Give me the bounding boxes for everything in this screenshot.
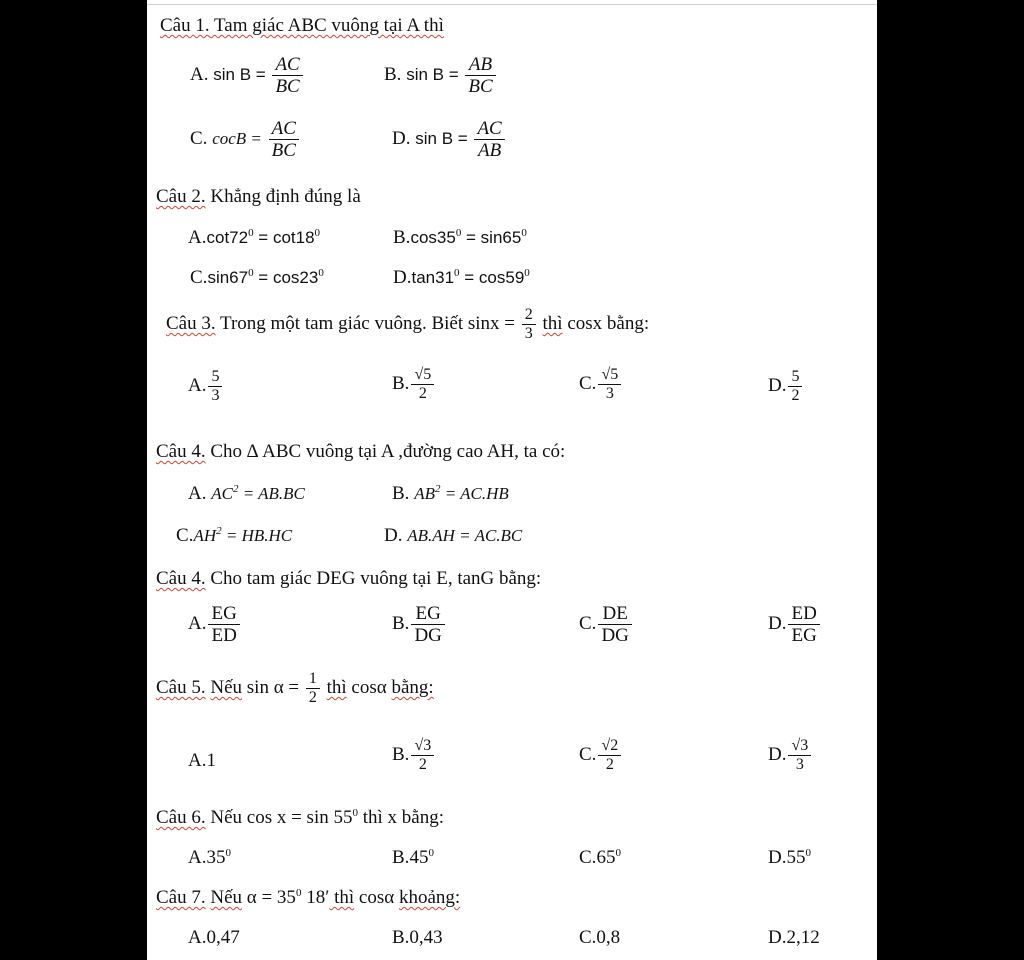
q3-option-b-fraction: $\frac{√5}{2}$ <box>411 366 434 403</box>
q3-option-a-fraction: $\frac{5}{3}$ <box>208 368 222 405</box>
q4b-option-c[interactable]: C. $\frac{DE}{DG}$ <box>579 603 634 646</box>
question-4b-title: Câu 4. Cho tam giác DEG vuông tại E, tanG bằng: <box>156 568 542 589</box>
q1-option-c-fraction: $\frac{AC}{BC}$ <box>269 118 299 161</box>
question-1-title: Câu 1. Tam giác ABC vuông tại A thì <box>160 15 444 36</box>
q4b-option-a-fraction: $\frac{EG}{ED}$ <box>208 603 239 646</box>
q3-option-c-fraction: $\frac{√5}{3}$ <box>598 366 621 403</box>
q3-option-c[interactable]: C. $\frac{√5}{3}$ <box>579 366 623 403</box>
q3-option-a[interactable]: A. $\frac{5}{3}$ <box>188 368 224 405</box>
q3-title-fraction: $\frac{2}{3}$ <box>522 306 536 343</box>
q5-option-b[interactable]: B. $\frac{√3}{2}$ <box>392 737 436 774</box>
q5-option-d-fraction: $\frac{√3}{3}$ <box>788 737 811 774</box>
q6-option-a[interactable]: $A.35^0$ <box>188 847 231 868</box>
q1-option-b-fraction: $\frac{AB}{BC}$ <box>465 54 495 97</box>
q4b-option-b-fraction: $\frac{EG}{DG}$ <box>411 603 444 646</box>
page-top-border <box>147 4 877 5</box>
q7-option-c[interactable]: C.0,8 <box>579 927 621 948</box>
question-6-title: Câu 6. Nếu $\cos x = \sin 55^0$ thì x bằng: <box>156 807 445 828</box>
q5-option-c-fraction: $\frac{√2}{2}$ <box>598 737 621 774</box>
q7-option-b[interactable]: B.0,43 <box>392 927 443 948</box>
q4b-option-a[interactable]: A. $\frac{EG}{ED}$ <box>188 603 242 646</box>
question-4-title: Câu 4. Cho ∆ ABC vuông tại A ,đường cao AH, ta có: <box>156 441 566 462</box>
q7-option-a[interactable]: A.0,47 <box>188 927 240 948</box>
q3-option-d[interactable]: D. $\frac{5}{2}$ <box>768 368 804 405</box>
q1-option-a[interactable]: A. sin B = $\frac{AC}{BC}$ <box>190 54 305 97</box>
q5-option-a[interactable]: A.1 <box>188 750 216 771</box>
document-page <box>147 0 877 960</box>
q4b-option-d-fraction: $\frac{ED}{EG}$ <box>788 603 819 646</box>
q4b-option-c-fraction: $\frac{DE}{DG}$ <box>598 603 631 646</box>
q5-option-b-fraction: $\frac{√3}{2}$ <box>411 737 434 774</box>
q1-option-a-fraction: $\frac{AC}{BC}$ <box>272 54 302 97</box>
q1-option-b[interactable]: B. sin B = $\frac{AB}{BC}$ <box>384 54 498 97</box>
question-5-title: Câu 5. Nếu sin α = $\frac{1}{2}$ thì cosα bằng: <box>156 670 434 706</box>
q2-option-a[interactable]: $A.\cot 72^0 = \cot 18^0$ <box>188 227 321 248</box>
q1-option-d[interactable]: D. sin B = $\frac{AC}{AB}$ <box>392 118 507 161</box>
q4-option-b[interactable]: B. $AB^2 = AC.HB$ <box>392 483 509 504</box>
q2-option-c[interactable]: $C.\sin 67^0 = \cos 23^0$ <box>190 267 324 288</box>
q4-option-a[interactable]: A. $AC^2 = AB.BC$ <box>188 483 305 504</box>
q6-option-d[interactable]: $D.55^0$ <box>768 847 811 868</box>
question-7-title: Câu 7. Nếu $\alpha = 35^0$ 18′ thì cosα khoảng: <box>156 887 461 908</box>
q6-option-b[interactable]: $B.45^0$ <box>392 847 434 868</box>
q1-option-d-fraction: $\frac{AC}{AB}$ <box>474 118 504 161</box>
q6-option-c[interactable]: $C.65^0$ <box>579 847 621 868</box>
question-2-title: Câu 2. Khẳng định đúng là <box>156 186 361 207</box>
q5-title-fraction: $\frac{1}{2}$ <box>306 670 320 707</box>
q4-option-d[interactable]: D. AB.AH = AC.BC <box>384 525 523 546</box>
q4b-option-b[interactable]: B. $\frac{EG}{DG}$ <box>392 603 447 646</box>
q3-option-b[interactable]: B. $\frac{√5}{2}$ <box>392 366 436 403</box>
q2-option-d[interactable]: $D.\tan 31^0 = \cos 59^0$ <box>393 267 530 288</box>
q5-option-d[interactable]: D. $\frac{√3}{3}$ <box>768 737 813 774</box>
q5-option-c[interactable]: C. $\frac{√2}{2}$ <box>579 737 623 774</box>
question-3-title: Câu 3. Trong một tam giác vuông. Biết sinx = $\frac{2}{3}$ thì cosx bằng: <box>166 306 650 342</box>
q7-option-d[interactable]: D.2,12 <box>768 927 820 948</box>
q1-option-c[interactable]: C. cocB = $\frac{AC}{BC}$ <box>190 118 301 161</box>
q2-option-b[interactable]: $B.\cos 35^0 = \sin 65^0$ <box>393 227 527 248</box>
q4-option-c[interactable]: $C.AH^2 = HB.HC$ <box>176 525 293 546</box>
q4b-option-d[interactable]: D. $\frac{ED}{EG}$ <box>768 603 822 646</box>
q3-option-d-fraction: $\frac{5}{2}$ <box>788 368 802 405</box>
